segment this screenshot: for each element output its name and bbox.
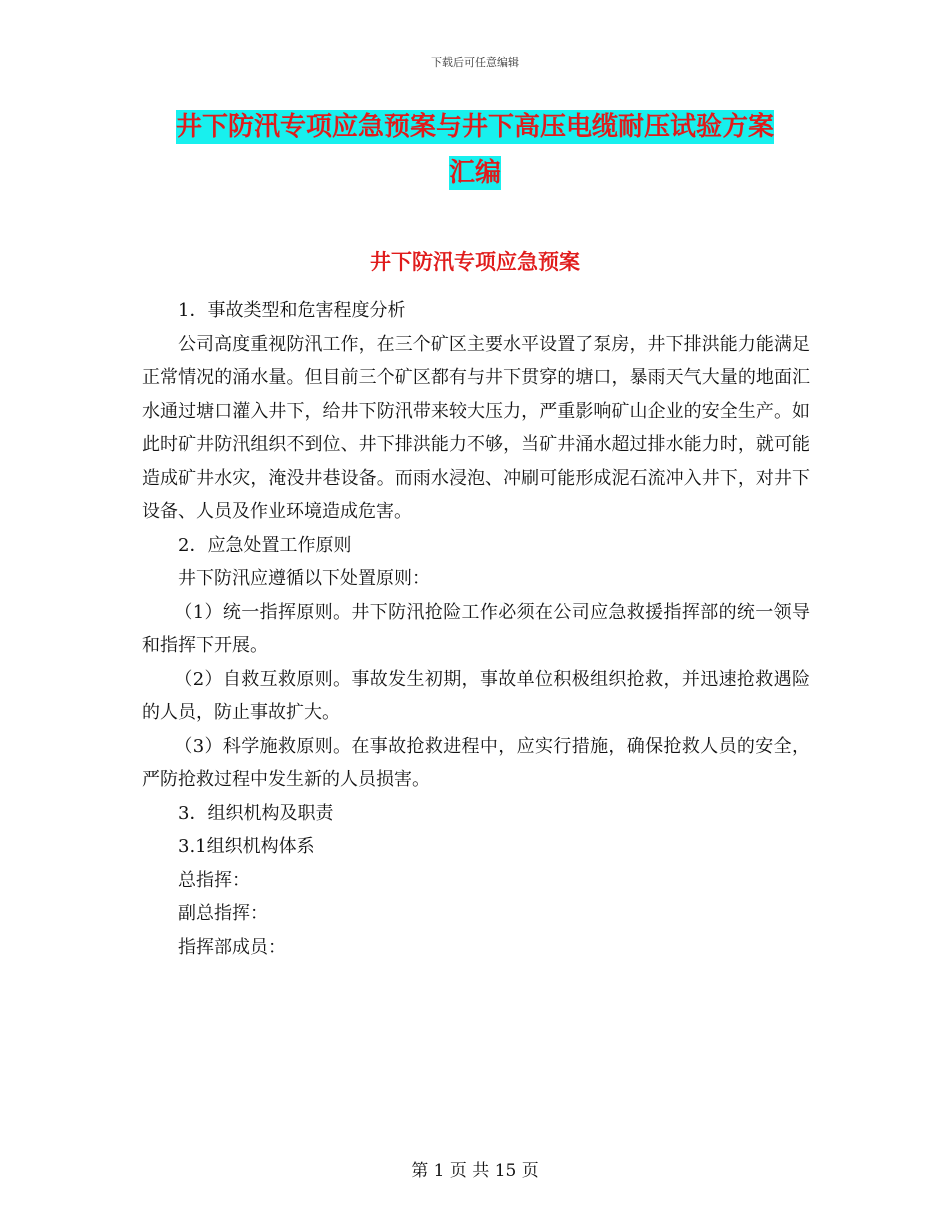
header-note: 下载后可任意编辑 [431,56,519,69]
paragraph-principles-intro: 井下防汛应遵循以下处置原则： [178,568,430,589]
principle-scientific-rescue: （3）科学施救原则。在事故抢救进程中，应实行措施，确保抢救人员的安全，严防抢救过程中发生新的人员损害。 [142,735,810,790]
document-title-line2: 汇编 [448,158,501,188]
document-title [140,104,810,196]
paragraph-accident-analysis: 公司高度重视防汛工作，在三个矿区主要水平设置了泵房，井下排洪能力能满足正常情况的涌水量。但目前三个矿区都有与井下贯穿的塘口，暴雨天气大量的地面汇水通过塘口灌入井下，给井下防汛带来较大压力，严重影响矿山企业的安全生产。如此时矿井防汛组织不到位、井下排洪能力不够，当矿井涌水超过排水能力时，就可能造成矿井水灾，淹没井巷设备。而雨水浸泡、冲刷可能形成泥石流冲入井下，对井下设备、人员及作业环境造成危害。 [142,333,810,522]
document-title-line1: 井下防汛专项应急预案与井下高压电缆耐压试验方案 [175,112,774,142]
section-title: 井下防汛专项应急预案 [370,250,580,274]
field-deputy-commander: 副总指挥： [178,903,268,924]
field-command-members: 指挥部成员： [178,936,286,958]
heading-organization-system: 3.1组织机构体系 [178,836,315,857]
heading-organization: 3．组织机构及职责 [178,802,334,824]
field-commander: 总指挥： [178,869,250,891]
heading-response-principles: 2．应急处置工作原则 [178,534,352,556]
principle-unified-command: （1）统一指挥原则。井下防汛抢险工作必须在公司应急救援指挥部的统一领导和指挥下开展。 [142,601,810,656]
heading-accident-analysis: 1．事故类型和危害程度分析 [178,300,406,321]
page-number-footer: 第 1 页 共 15 页 [411,1161,539,1181]
principle-self-rescue: （2）自救互救原则。事故发生初期，事故单位积极组织抢救，并迅速抢救遇险的人员，防止事故扩大。 [142,668,810,723]
document-body [142,294,810,964]
